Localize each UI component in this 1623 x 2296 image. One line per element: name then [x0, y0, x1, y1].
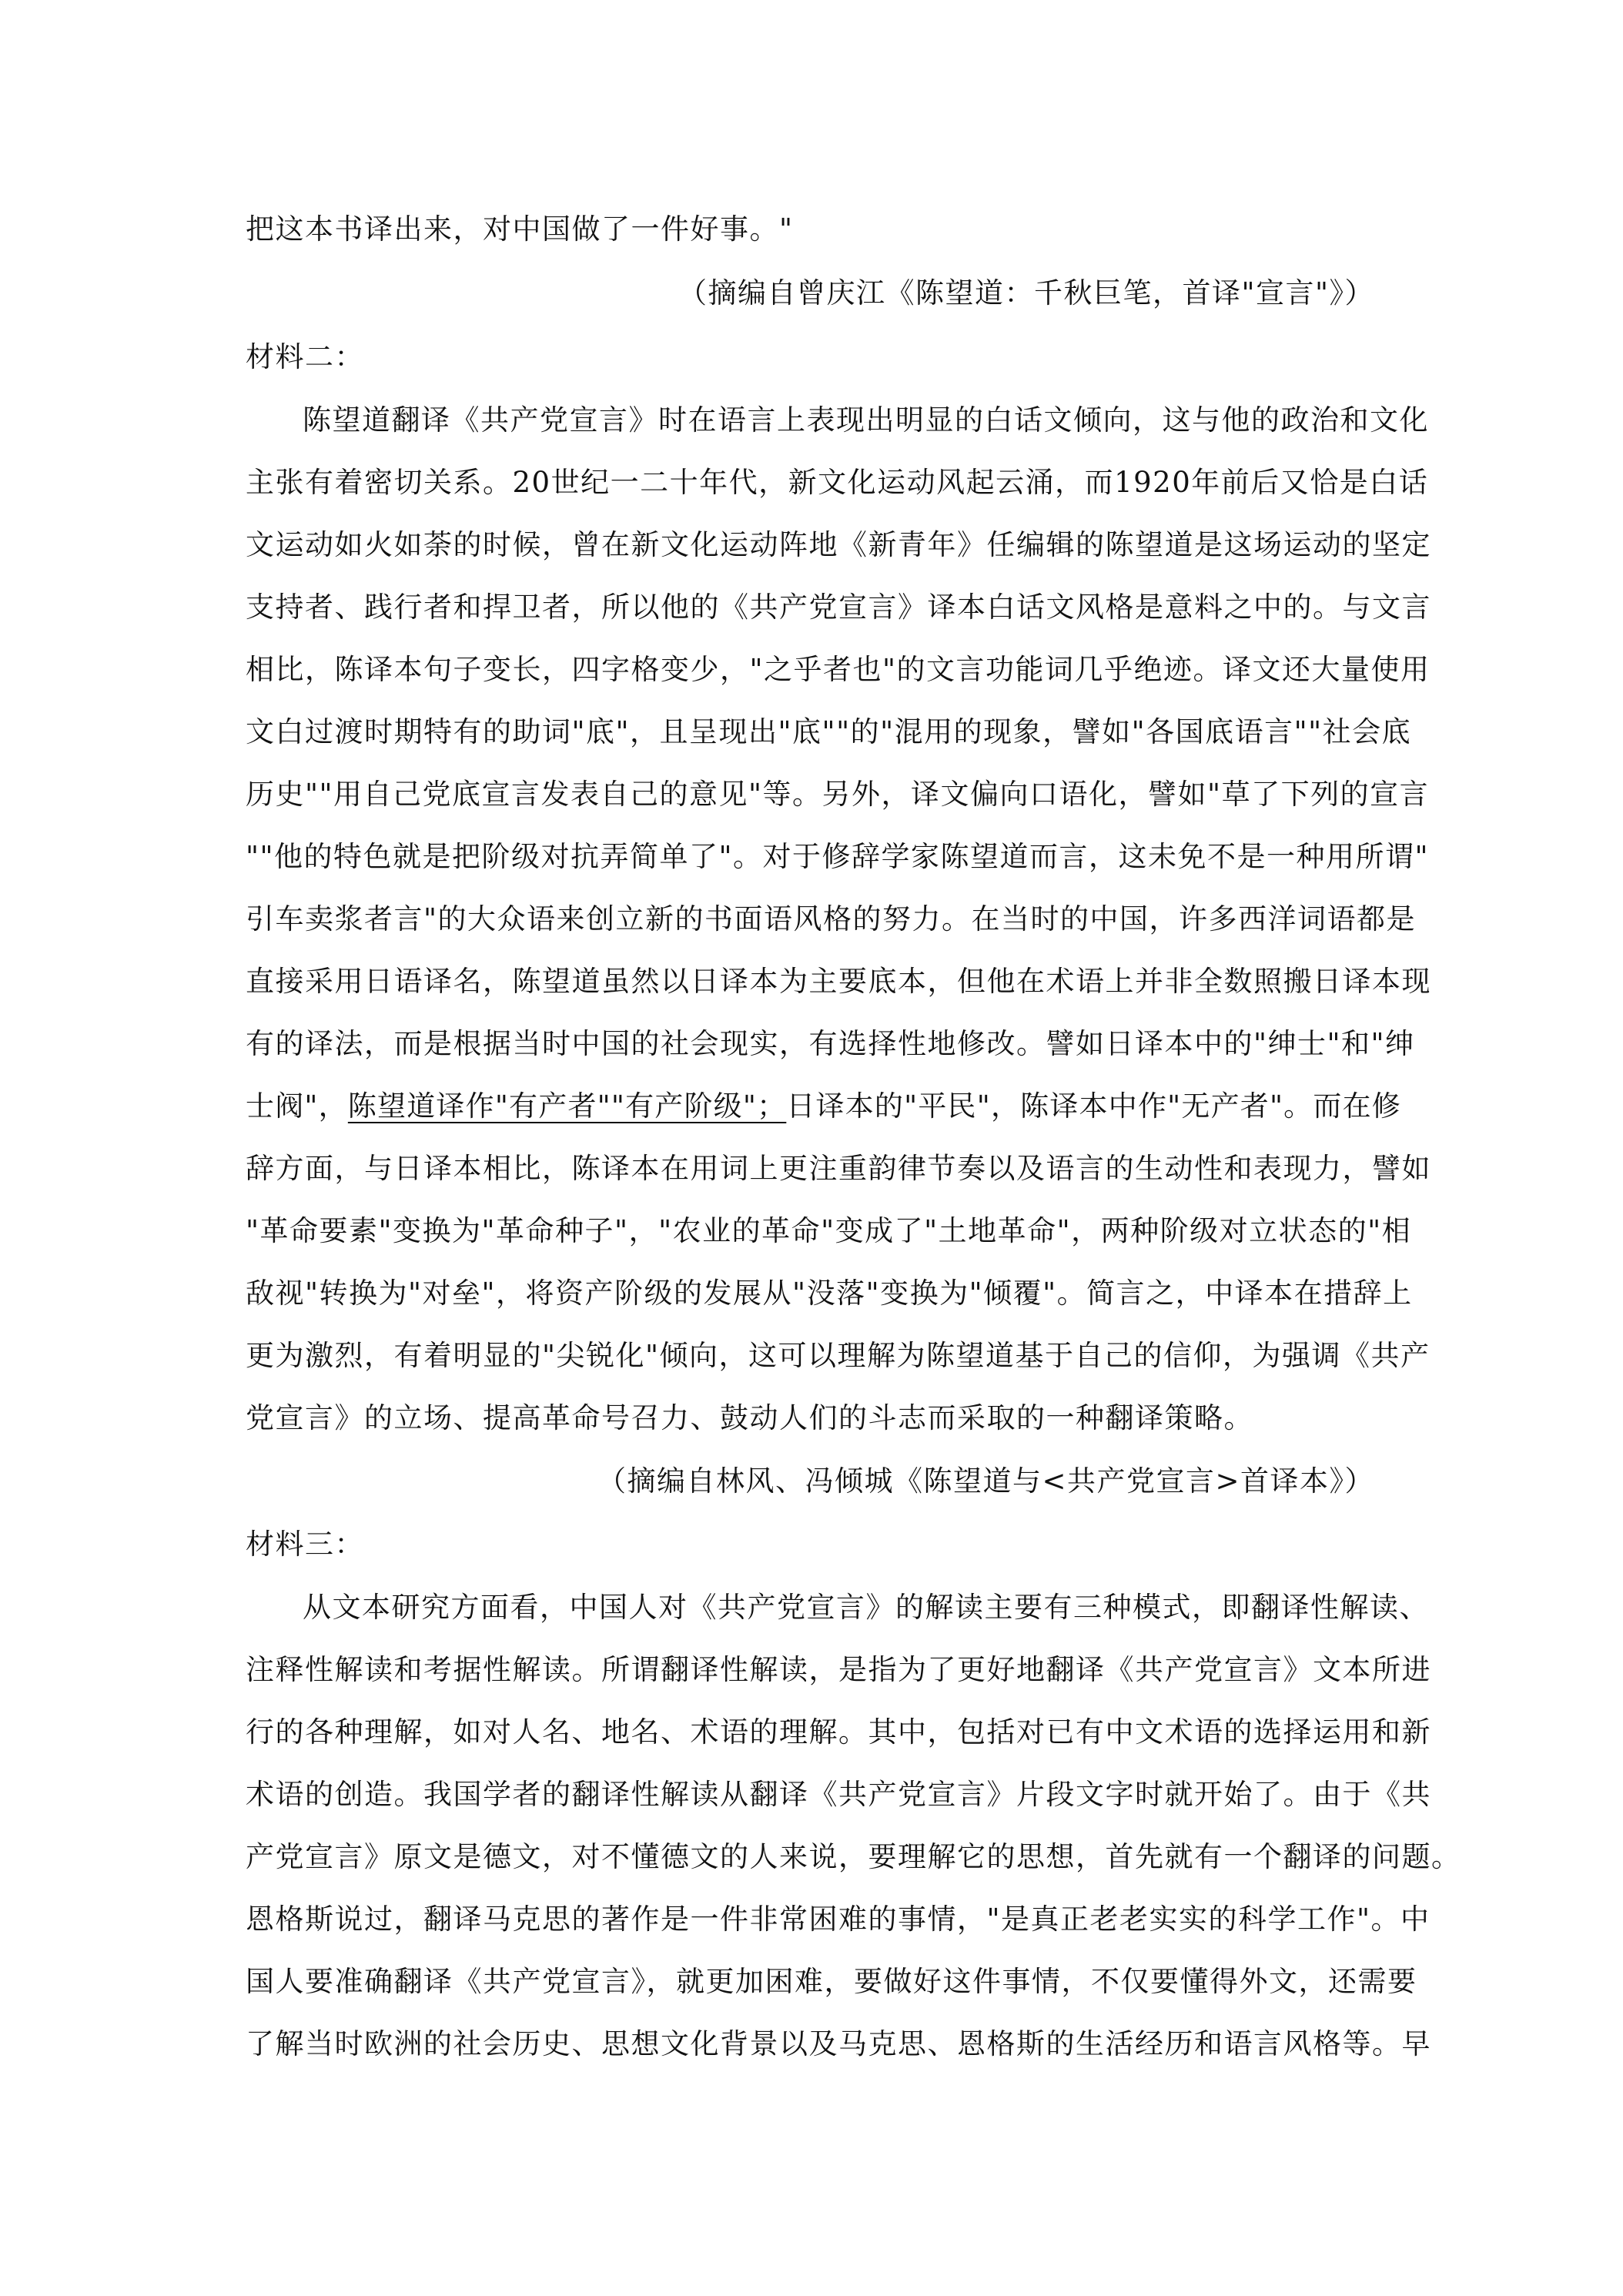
material1-quote-end: 把这本书译出来，对中国做了一件好事。" [246, 213, 794, 246]
material3-line: 从文本研究方面看，中国人对《共产党宣言》的解读主要有三种模式，即翻译性解读、 [303, 1591, 1429, 1624]
material2-label: 材料二： [246, 340, 364, 373]
material2-line-with-underline [246, 1079, 1401, 1134]
material2-line: "革命要素"变换为"革命种子"，"农业的革命"变成了"土地革命"，两种阶级对立状态的"相 [246, 1214, 1412, 1247]
material2-source: （摘编自林风、冯倾城《陈望道与<共产党宣言>首译本》） [597, 1464, 1374, 1498]
material2-line: 更为激烈，有着明显的"尖锐化"倾向，这可以理解为陈望道基于自己的信仰，为强调《共产 [246, 1339, 1431, 1372]
material3-line: 注释性解读和考据性解读。所谓翻译性解读，是指为了更好地翻译《共产党宣言》文本所进 [246, 1653, 1431, 1686]
material3-line: 恩格斯说过，翻译马克思的著作是一件非常困难的事情，"是真正老老实实的科学工作"。中 [246, 1903, 1431, 1936]
material2-line: 相比，陈译本句子变长，四字格变少，"之乎者也"的文言功能词几乎绝迹。译文还大量使用 [246, 653, 1431, 686]
material1-source: （摘编自曾庆江《陈望道：千秋巨笔，首译"宣言"》） [678, 276, 1374, 310]
material2-line-last: 党宣言》的立场、提高革命号召力、鼓动人们的斗志而采取的一种翻译策略。 [246, 1401, 1253, 1434]
material2-line: 陈望道翻译《共产党宣言》时在语言上表现出明显的白话文倾向，这与他的政治和文化 [303, 403, 1429, 437]
material3-line: 产党宣言》原文是德文，对不懂德文的人来说，要理解它的思想，首先就有一个翻译的问题。 [246, 1840, 1461, 1873]
material2-line: 辞方面，与日译本相比，陈译本在用词上更注重韵律节奏以及语言的生动性和表现力，譬如 [246, 1152, 1431, 1185]
material2-line: 敌视"转换为"对垒"，将资产阶级的发展从"没落"变换为"倾覆"。简言之，中译本在措辞上 [246, 1277, 1413, 1310]
material3-line: 了解当时欧洲的社会历史、思想文化背景以及马克思、恩格斯的生活经历和语言风格等。早 [246, 2027, 1431, 2060]
material3-line: 行的各种理解，如对人名、地名、术语的理解。其中，包括对已有中文术语的选择运用和新 [246, 1715, 1431, 1749]
line-text: 士阀"， [246, 1089, 348, 1123]
material2-line: 引车卖浆者言"的大众语来创立新的书面语风格的努力。在当时的中国，许多西洋词语都是 [246, 902, 1417, 935]
material2-line: 直接采用日语译名，陈望道虽然以日译本为主要底本，但他在术语上并非全数照搬日译本现 [246, 965, 1431, 998]
material3-label: 材料三： [246, 1528, 364, 1561]
material2-line: 文运动如火如荼的时候，曾在新文化运动阵地《新青年》任编辑的陈望道是这场运动的坚定 [246, 528, 1431, 561]
line-text: 日译本的"平民"，陈译本中作"无产者"。而在修 [786, 1089, 1401, 1123]
material3-line: 国人要准确翻译《共产党宣言》，就更加困难，要做好这件事情，不仅要懂得外文，还需要 [246, 1965, 1417, 1998]
material2-line: 历史""用自己党底宣言发表自己的意见"等。另外，译文偏向口语化，譬如"草了下列的宣言 [246, 778, 1430, 811]
material2-line: 文白过渡时期特有的助词"底"，且呈现出"底""的"混用的现象，譬如"各国底语言""社会底 [246, 715, 1412, 748]
material3-line: 术语的创造。我国学者的翻译性解读从翻译《共产党宣言》片段文字时就开始了。由于《共 [246, 1778, 1431, 1811]
material2-line: ""他的特色就是把阶级对抗弄简单了"。对于修辞学家陈望道而言，这未免不是一种用所谓" [246, 840, 1430, 873]
material2-line: 有的译法，而是根据当时中国的社会现实，有选择性地修改。譬如日译本中的"绅士"和"绅 [246, 1027, 1415, 1060]
underlined-text: 陈望道译作"有产者""有产阶级"； [347, 1089, 787, 1123]
material2-line: 主张有着密切关系。20世纪一二十年代，新文化运动风起云涌，而1920年前后又恰是白话 [246, 466, 1429, 499]
material2-line: 支持者、践行者和捍卫者，所以他的《共产党宣言》译本白话文风格是意料之中的。与文言 [246, 591, 1431, 624]
